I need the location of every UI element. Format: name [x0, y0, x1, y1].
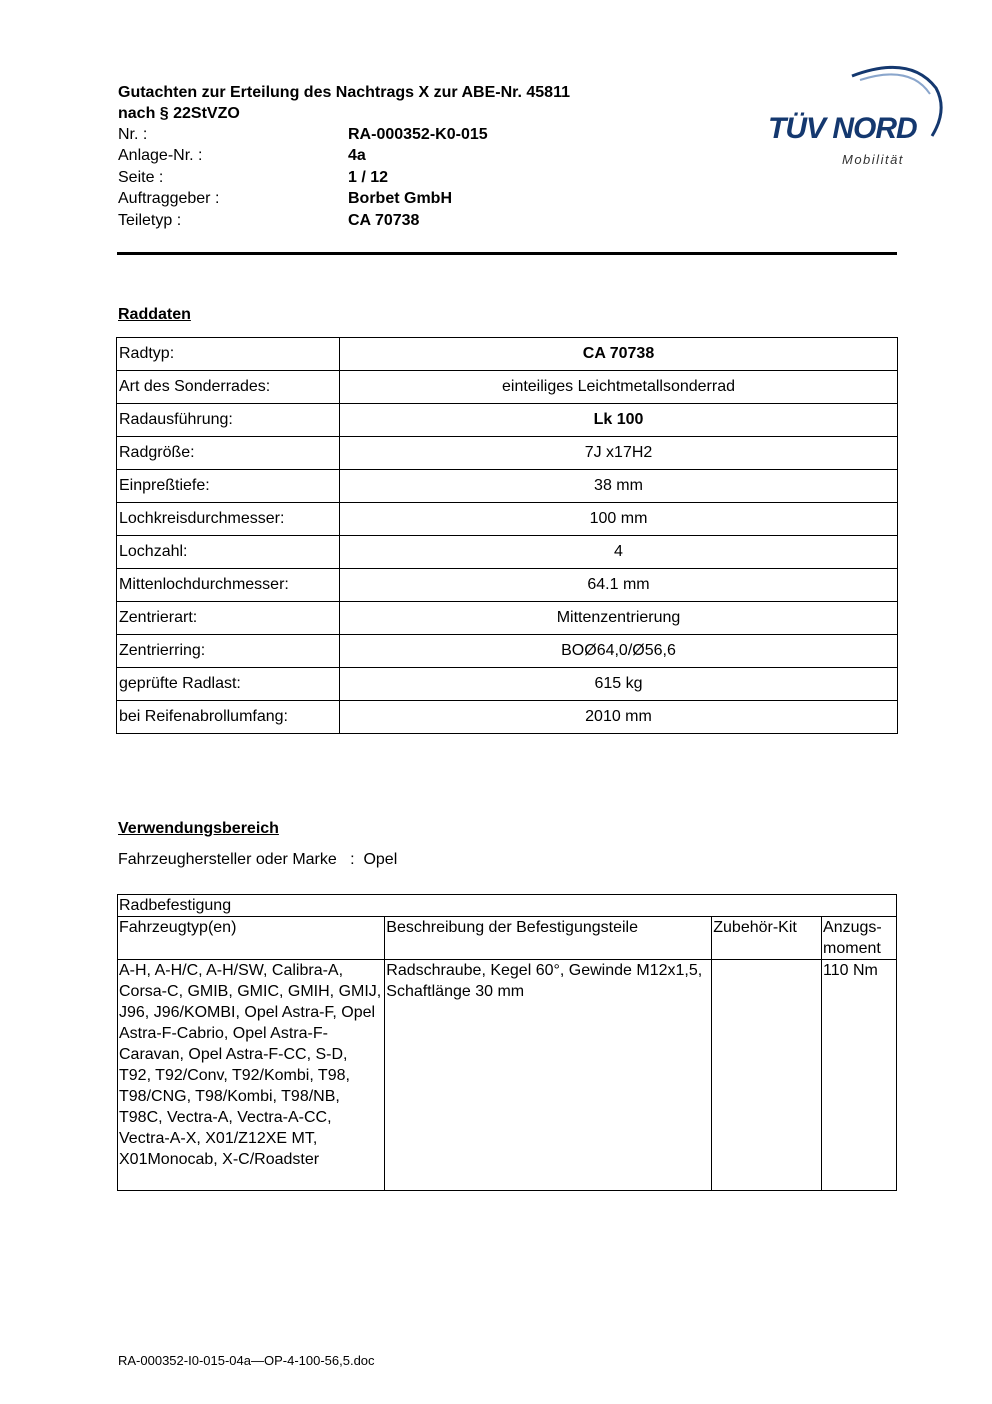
header-field-teiletyp [118, 210, 488, 232]
header-fields [118, 124, 488, 232]
table-row [117, 371, 898, 404]
vehicle-maker-line [118, 851, 397, 869]
field-label: Nr. : [118, 125, 148, 143]
table-row [117, 569, 898, 602]
table-row [117, 602, 898, 635]
row-value: Lk 100 [340, 404, 898, 437]
footer-filename: RA-000352-I0-015-04a—OP-4-100-56,5.doc [118, 1353, 375, 1368]
row-value: 38 mm [340, 470, 898, 503]
field-value: CA 70738 [348, 211, 420, 229]
row-value: Mittenzentrierung [340, 602, 898, 635]
section-heading-raddaten: Raddaten [118, 306, 191, 323]
field-label: Anlage-Nr. : [118, 147, 203, 165]
maker-label: Fahrzeughersteller oder Marke [118, 851, 337, 868]
field-label: Teiletyp : [118, 211, 182, 229]
row-value: 100 mm [340, 503, 898, 536]
logo-subtitle: Mobilität [842, 152, 904, 167]
table-row [117, 701, 898, 734]
description-cell: Radschraube, Kegel 60°, Gewinde M12x1,5, Schaftlänge 30 mm [385, 960, 712, 1191]
table-row [117, 635, 898, 668]
row-label: Art des Sonderrades: [117, 371, 340, 404]
field-value: 4a [348, 147, 366, 165]
table-row [117, 437, 898, 470]
header-divider [117, 252, 897, 255]
row-label: Radausführung: [117, 404, 340, 437]
field-value: RA-000352-K0-015 [348, 125, 488, 143]
document-title: Gutachten zur Erteilung des Nachtrags X zur ABE-Nr. 45811 nach § 22StVZO [118, 84, 570, 122]
row-value: 2010 mm [340, 701, 898, 734]
vehicle-types-cell: A-H, A-H/C, A-H/SW, Calibra-A, Corsa-C, GMIB, GMIC, GMIH, GMIJ, J96, J96/KOMBI, Opel Astra-F, Opel Astra-F-Cabrio, Opel Astra-F-Caravan, Opel Astra-F-CC, S-D, T92, T92/Conv, T92/Kombi, T98, T98/CNG, T98/Kombi, T98/NB, T98C, Vectra-A, Vectra-A-CC, Vectra-A-X, X01/Z12XE MT, X01Monocab, X-C/Roadster [118, 960, 385, 1191]
table-header-row [118, 917, 897, 960]
row-value: CA 70738 [340, 338, 898, 371]
row-value: 615 kg [340, 668, 898, 701]
header-field-nr [118, 124, 488, 146]
row-label: Radtyp: [117, 338, 340, 371]
torque-cell: 110 Nm [822, 960, 897, 1191]
row-label: Zentrierring: [117, 635, 340, 668]
column-header: Zubehör-Kit [712, 917, 822, 960]
table-row [117, 503, 898, 536]
row-label: Lochkreisdurchmesser: [117, 503, 340, 536]
column-header: Anzugs-moment [822, 917, 897, 960]
row-value: 7J x17H2 [340, 437, 898, 470]
row-label: Lochzahl: [117, 536, 340, 569]
table-row [117, 668, 898, 701]
maker-separator: : [350, 851, 355, 868]
field-label: Seite : [118, 168, 164, 186]
section-heading-verwendungsbereich: Verwendungsbereich [118, 820, 279, 837]
column-header: Beschreibung der Befestigungsteile [385, 917, 712, 960]
raddaten-table [116, 337, 898, 734]
row-label: Einpreßtiefe: [117, 470, 340, 503]
row-value: 64.1 mm [340, 569, 898, 602]
row-label: Radgröße: [117, 437, 340, 470]
logo-wordmark: TÜV NORD [768, 112, 917, 145]
row-value: 4 [340, 536, 898, 569]
table-row [117, 404, 898, 437]
field-label: Auftraggeber : [118, 190, 220, 208]
radbefestigung-table [117, 894, 897, 1191]
table-row [117, 536, 898, 569]
row-label: bei Reifenabrollumfang: [117, 701, 340, 734]
row-label: geprüfte Radlast: [117, 668, 340, 701]
table-title: Radbefestigung [118, 895, 897, 917]
header-field-seite [118, 167, 488, 189]
kit-cell [712, 960, 822, 1191]
maker-value: Opel [363, 851, 398, 868]
table-row [117, 470, 898, 503]
row-label: Mittenlochdurchmesser: [117, 569, 340, 602]
tuv-nord-logo [760, 58, 950, 178]
table-title-row [118, 895, 897, 917]
field-value: Borbet GmbH [348, 190, 452, 208]
field-value: 1 / 12 [348, 168, 389, 186]
table-row [118, 960, 897, 1191]
row-value: einteiliges Leichtmetallsonderrad [340, 371, 898, 404]
table-row [117, 338, 898, 371]
header-field-anlage [118, 146, 488, 168]
row-value: BOØ64,0/Ø56,6 [340, 635, 898, 668]
column-header: Fahrzeugtyp(en) [118, 917, 385, 960]
header-field-auftraggeber [118, 189, 488, 211]
row-label: Zentrierart: [117, 602, 340, 635]
